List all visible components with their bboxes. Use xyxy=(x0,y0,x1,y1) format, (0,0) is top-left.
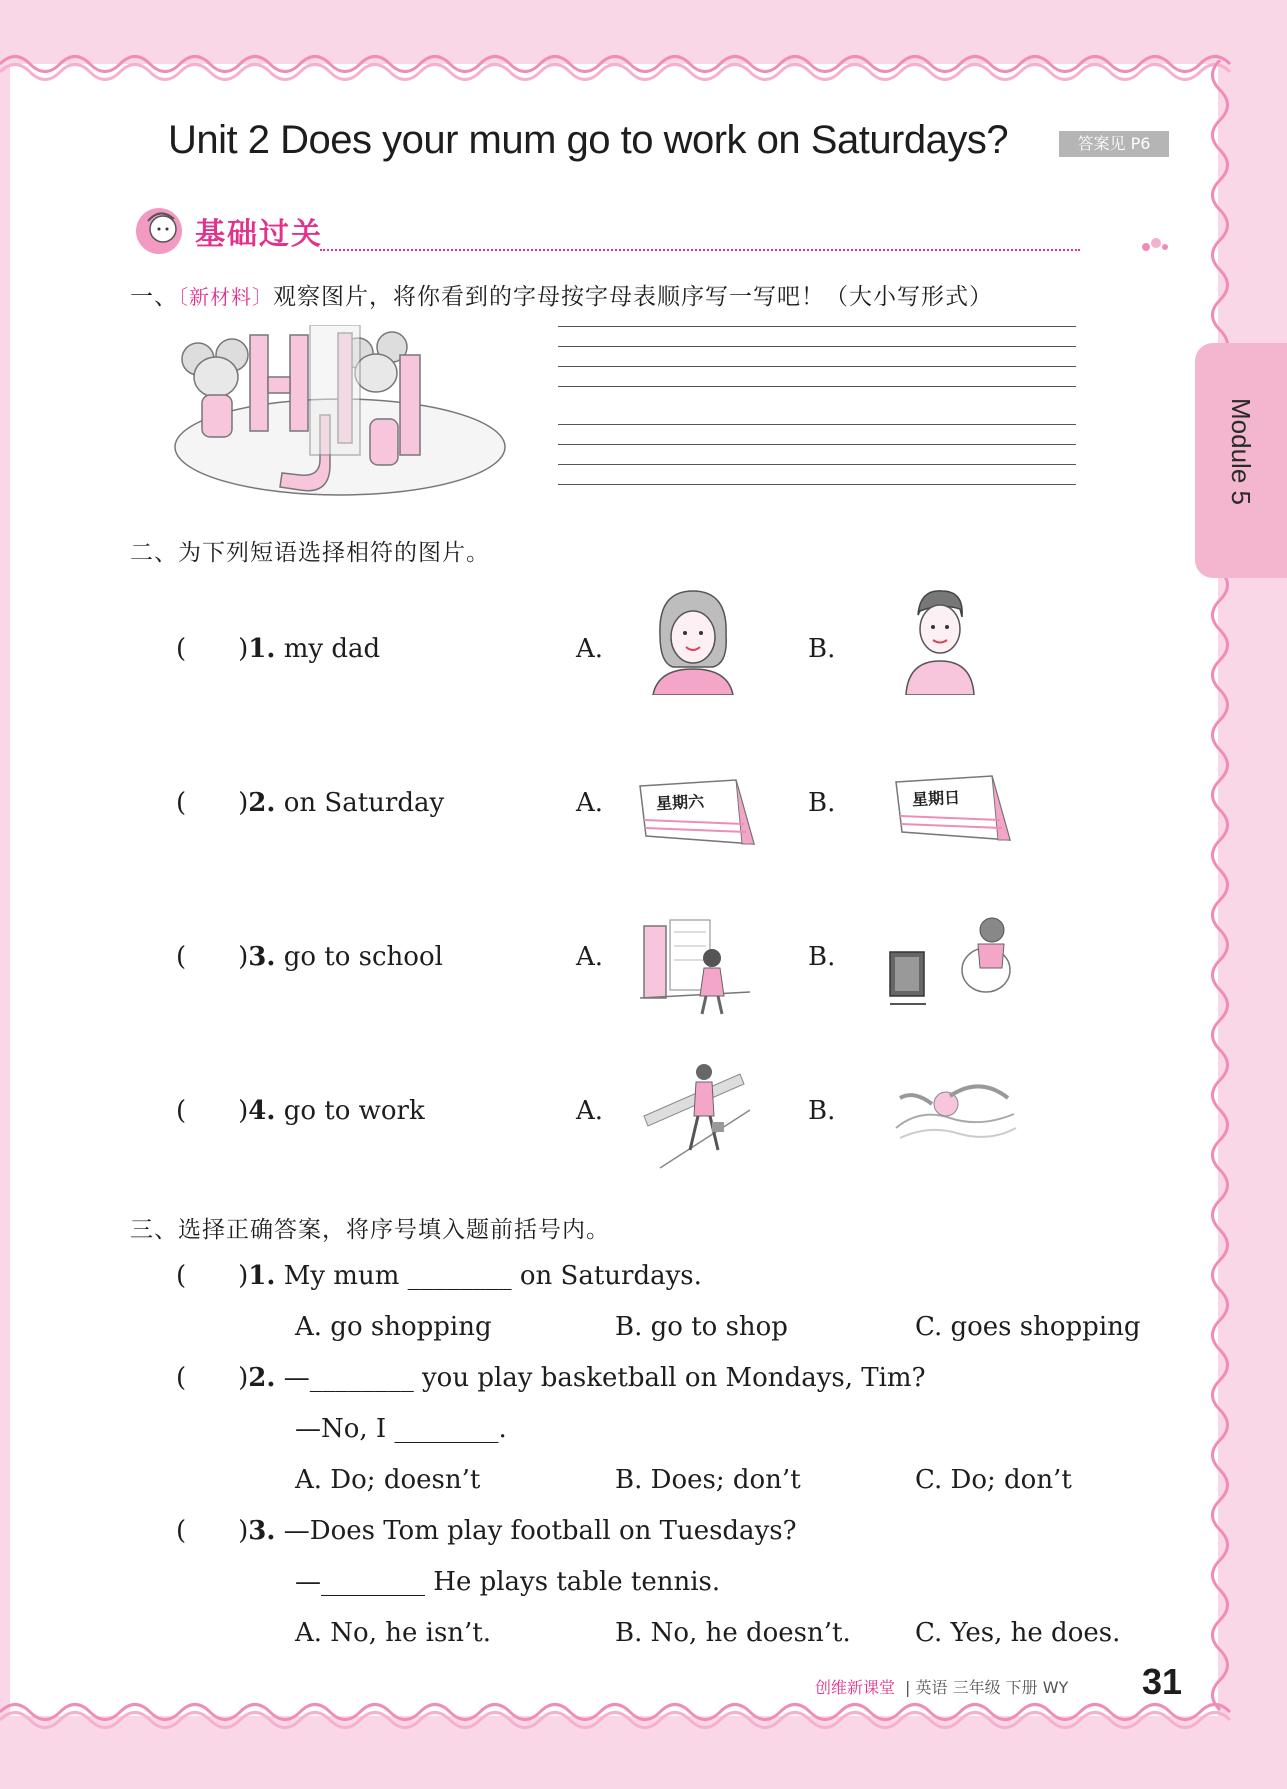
person-swimming-icon[interactable] xyxy=(890,1068,1020,1148)
child-at-school-gate-icon[interactable] xyxy=(640,912,750,1017)
calendar-sunday-icon[interactable] xyxy=(892,774,1012,844)
option-b-label: B. xyxy=(808,942,836,972)
section-dotted-rule xyxy=(320,249,1080,251)
option-b-label: B. xyxy=(808,788,836,818)
section-label: 基础过关 xyxy=(195,217,323,252)
choice-c[interactable]: C. goes shopping xyxy=(915,1312,1141,1342)
picture-letters: HIJ xyxy=(270,503,272,504)
dots-decoration-icon xyxy=(1140,233,1170,253)
calendar-sunday-text: 星期日 xyxy=(911,787,961,810)
answer-bracket[interactable]: ( ) xyxy=(176,1261,249,1291)
option-b-label: B. xyxy=(808,634,836,664)
module-tab-label: Module 5 xyxy=(1226,398,1256,505)
answer-bracket[interactable]: ( ) xyxy=(176,1516,249,1546)
question-reply: —No, I ________. xyxy=(295,1414,507,1444)
part3-question-1 xyxy=(176,1261,702,1291)
option-a-label: A. xyxy=(576,1096,604,1126)
item-text: on Saturday xyxy=(283,788,445,818)
item-text: go to work xyxy=(283,1096,425,1126)
man-walking-to-work-icon[interactable] xyxy=(640,1060,750,1170)
item-number: 1. xyxy=(248,634,276,664)
child-watching-tv-icon[interactable] xyxy=(886,912,1016,1012)
part1-heading xyxy=(130,278,993,311)
father-portrait-icon[interactable] xyxy=(900,585,980,695)
part2-row-4 xyxy=(176,1096,425,1126)
wave-border-right xyxy=(1205,60,1235,1720)
item-text: my dad xyxy=(283,634,381,664)
choice-c[interactable]: C. Do; don’t xyxy=(915,1465,1072,1495)
part3-question-3 xyxy=(176,1516,797,1546)
footer-info: | 英语 三年级 下册 WY xyxy=(905,1678,1069,1697)
item-text: go to school xyxy=(283,942,443,972)
answer-bracket[interactable]: ( ) xyxy=(176,1096,249,1126)
mice-letters-picture xyxy=(170,325,515,505)
footer-brand: 创维新课堂 xyxy=(815,1678,896,1697)
option-a-label: A. xyxy=(576,634,604,664)
part2-row-1 xyxy=(176,634,380,664)
choice-b[interactable]: B. Does; don’t xyxy=(615,1465,801,1495)
choice-a[interactable]: A. No, he isn’t. xyxy=(295,1618,492,1648)
mother-portrait-icon[interactable] xyxy=(648,585,738,695)
question-text: —________ you play basketball on Mondays, Tim? xyxy=(283,1363,926,1393)
part3-heading: 三、选择正确答案，将序号填入题前括号内。 xyxy=(130,1217,610,1243)
girl-mascot-icon xyxy=(130,205,188,255)
page-number: 31 xyxy=(1142,1661,1183,1702)
item-number: 3. xyxy=(248,942,276,972)
question-number: 2. xyxy=(248,1363,276,1393)
answer-bracket[interactable]: ( ) xyxy=(176,1363,249,1393)
question-text: My mum ________ on Saturdays. xyxy=(283,1261,702,1291)
question-number: 3. xyxy=(248,1516,276,1546)
calendar-saturday-icon[interactable] xyxy=(636,778,756,848)
option-a-label: A. xyxy=(576,942,604,972)
question-number: 1. xyxy=(248,1261,276,1291)
calendar-saturday-text: 星期六 xyxy=(655,791,705,814)
choice-b[interactable]: B. go to shop xyxy=(615,1312,788,1342)
item-number: 2. xyxy=(248,788,276,818)
part2-row-3 xyxy=(176,942,443,972)
wave-border-top xyxy=(0,44,1287,84)
part1-prefix: 一、 xyxy=(130,284,178,310)
answer-bracket[interactable]: ( ) xyxy=(176,634,249,664)
choice-a[interactable]: A. Do; doesn’t xyxy=(295,1465,481,1495)
module-tab xyxy=(1195,343,1287,578)
answer-bracket[interactable]: ( ) xyxy=(176,942,249,972)
writing-lines[interactable] xyxy=(558,326,1076,485)
part2-row-2 xyxy=(176,788,444,818)
part1-heading-text: 观察图片，将你看到的字母按字母表顺序写一写吧！（大小写形式） xyxy=(273,284,993,310)
option-b-label: B. xyxy=(808,1096,836,1126)
answer-bracket[interactable]: ( ) xyxy=(176,788,249,818)
section-heading xyxy=(130,205,1170,255)
wave-border-bottom xyxy=(0,1700,1287,1740)
answer-reference-badge: 答案见 P6 xyxy=(1059,131,1169,157)
option-a-label: A. xyxy=(576,788,604,818)
choice-c[interactable]: C. Yes, he does. xyxy=(915,1618,1121,1648)
choice-b[interactable]: B. No, he doesn’t. xyxy=(615,1618,851,1648)
part3-question-2 xyxy=(176,1363,926,1393)
part1-new-tag: 〔新材料〕 xyxy=(178,285,273,309)
choice-a[interactable]: A. go shopping xyxy=(295,1312,492,1342)
page-title: Unit 2 Does your mum go to work on Saturdays? xyxy=(168,118,1009,162)
question-reply: —________ He plays table tennis. xyxy=(295,1567,721,1597)
part2-heading: 二、为下列短语选择相符的图片。 xyxy=(130,540,490,566)
item-number: 4. xyxy=(248,1096,276,1126)
question-text: —Does Tom play football on Tuesdays? xyxy=(283,1516,797,1546)
